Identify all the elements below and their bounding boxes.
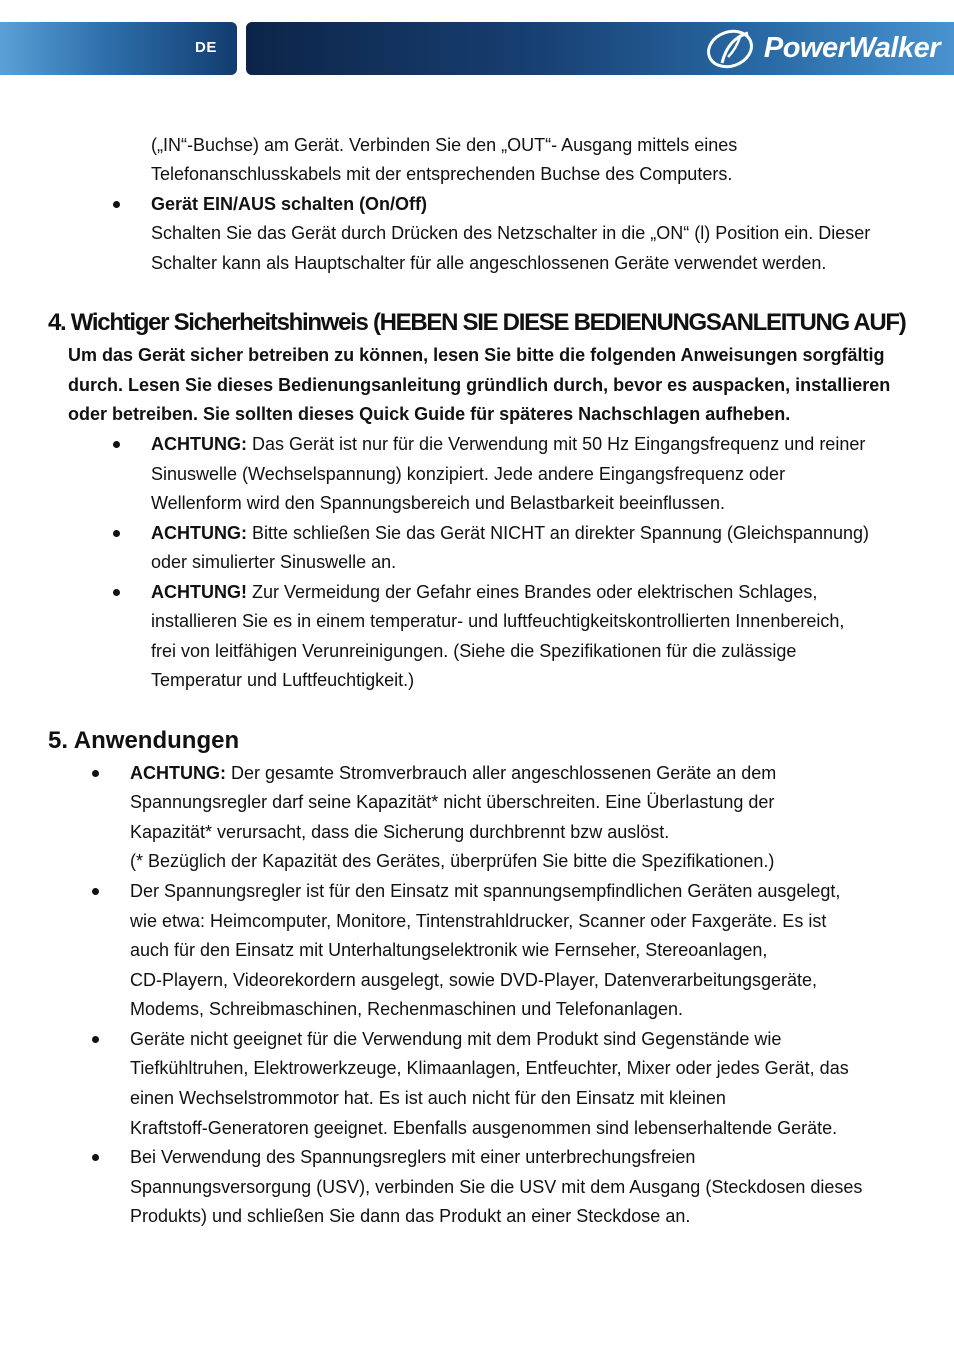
section-4-intro: durch. Lesen Sie dieses Bedienungsanleitung gründlich durch, bevor es auspacken, installieren [68,375,891,395]
warning-label: ACHTUNG: [151,434,247,454]
application-text: Kapazität* verursacht, dass die Sicherung durchbrennt bzw auslöst. [130,822,670,842]
warning-text: Zur Vermeidung der Gefahr eines Brandes oder elektrischen Schlages, [247,582,818,602]
bullet-icon [113,530,120,537]
bullet-icon [92,888,99,895]
warning-text: frei von leitfähigen Verunreinigungen. (Siehe die Spezifikationen für die zulässige [151,641,797,661]
language-tab [0,22,237,75]
powerwalker-swirl-icon [704,27,760,71]
bullet-icon [113,201,120,208]
application-text: CD-Playern, Videorekordern ausgelegt, sowie DVD-Player, Datenverarbeitungsgeräte, [130,970,818,990]
application-text: einen Wechselstrommotor hat. Es ist auch nicht für den Einsatz mit kleinen [130,1088,726,1108]
application-text: Kraftstoff-Generatoren geeignet. Ebenfalls ausgenommen sind lebenserhaltende Geräte. [130,1118,838,1138]
language-label: DE [195,39,217,56]
bullet-icon [113,589,120,596]
application-text: Spannungsregler darf seine Kapazität* nicht überschreiten. Eine Überlastung der [130,792,775,812]
application-text: Spannungsversorgung (USV), verbinden Sie die USV mit dem Ausgang (Steckdosen dieses [130,1177,863,1197]
bullet-icon [92,770,99,777]
section-4-intro: oder betreiben. Sie sollten dieses Quick Guide für späteres Nachschlagen aufheben. [68,404,791,424]
warning-label: ACHTUNG: [151,523,247,543]
application-text: Geräte nicht geeignet für die Verwendung mit dem Produkt sind Gegenstände wie [130,1029,782,1049]
application-text: wie etwa: Heimcomputer, Monitore, Tintenstrahldrucker, Scanner oder Faxgeräte. Es ist [130,911,827,931]
bullet-icon [92,1154,99,1161]
application-text: (* Bezüglich der Kapazität des Gerätes, überprüfen Sie bitte die Spezifikationen.) [130,851,775,871]
section-4-intro: Um das Gerät sicher betreiben zu können, lesen Sie bitte die folgenden Anweisungen sorgfältig [68,345,885,365]
warning-item [151,580,817,604]
intro-line: („IN“-Buchse) am Gerät. Verbinden Sie den „OUT“- Ausgang mittels eines [151,135,738,155]
application-text: auch für den Einsatz mit Unterhaltungselektronik wie Fernseher, Stereoanlagen, [130,940,768,960]
warning-text: Wellenform wird den Spannungsbereich und Belastbarkeit beeinflussen. [151,493,726,513]
warning-item [151,521,869,545]
section-5-heading: 5. Anwendungen [48,727,240,754]
application-text: Der gesamte Stromverbrauch aller angeschlossenen Geräte an dem [226,763,777,783]
bullet-icon [92,1036,99,1043]
warning-text: installieren Sie es in einem temperatur- und luftfeuchtigkeitskontrollierten Innenbereich, [151,611,845,631]
application-text: Tiefkühltruhen, Elektrowerkzeuge, Klimaanlagen, Entfeuchter, Mixer oder jedes Gerät, das [130,1058,849,1078]
warning-text: Sinuswelle (Wechselspannung) konzipiert. Jede andere Eingangsfrequenz oder [151,464,786,484]
warning-label: ACHTUNG: [130,763,226,783]
application-text: Modems, Schreibmaschinen, Rechenmaschinen und Telefonanlagen. [130,999,684,1019]
warning-text: Das Gerät ist nur für die Verwendung mit 50 Hz Eingangsfrequenz und reiner [247,434,866,454]
warning-text: oder simulierter Sinuswelle an. [151,552,397,572]
power-switch-text: Schalter kann als Hauptschalter für alle angeschlossenen Geräte verwendet werden. [151,253,827,273]
application-text: Produkts) und schließen Sie dann das Produkt an einer Steckdose an. [130,1206,691,1226]
warning-text: Bitte schließen Sie das Gerät NICHT an direkter Spannung (Gleichspannung) [247,523,869,543]
application-text: Bei Verwendung des Spannungsreglers mit einer unterbrechungsfreien [130,1147,696,1167]
brand-name: PowerWalker [763,32,940,64]
section-4-heading: 4. Wichtiger Sicherheitshinweis (HEBEN SIE DIESE BEDIENUNGSANLEITUNG AUF) [48,309,906,336]
application-text: Der Spannungsregler ist für den Einsatz mit spannungsempfindlichen Geräten ausgelegt, [130,881,841,901]
power-switch-title: Gerät EIN/AUS schalten (On/Off) [151,194,428,214]
brand-banner [246,22,954,75]
warning-label: ACHTUNG! [151,582,247,602]
power-switch-text: Schalten Sie das Gerät durch Drücken des Netzschalter in die „ON“ (l) Position ein. Dieser [151,223,871,243]
warning-item [151,432,865,456]
bullet-icon [113,441,120,448]
brand-logo [704,26,940,71]
application-item [130,761,776,785]
warning-text: Temperatur und Luftfeuchtigkeit.) [151,670,415,690]
intro-line: Telefonanschlusskabels mit der entsprechenden Buchse des Computers. [151,164,733,184]
